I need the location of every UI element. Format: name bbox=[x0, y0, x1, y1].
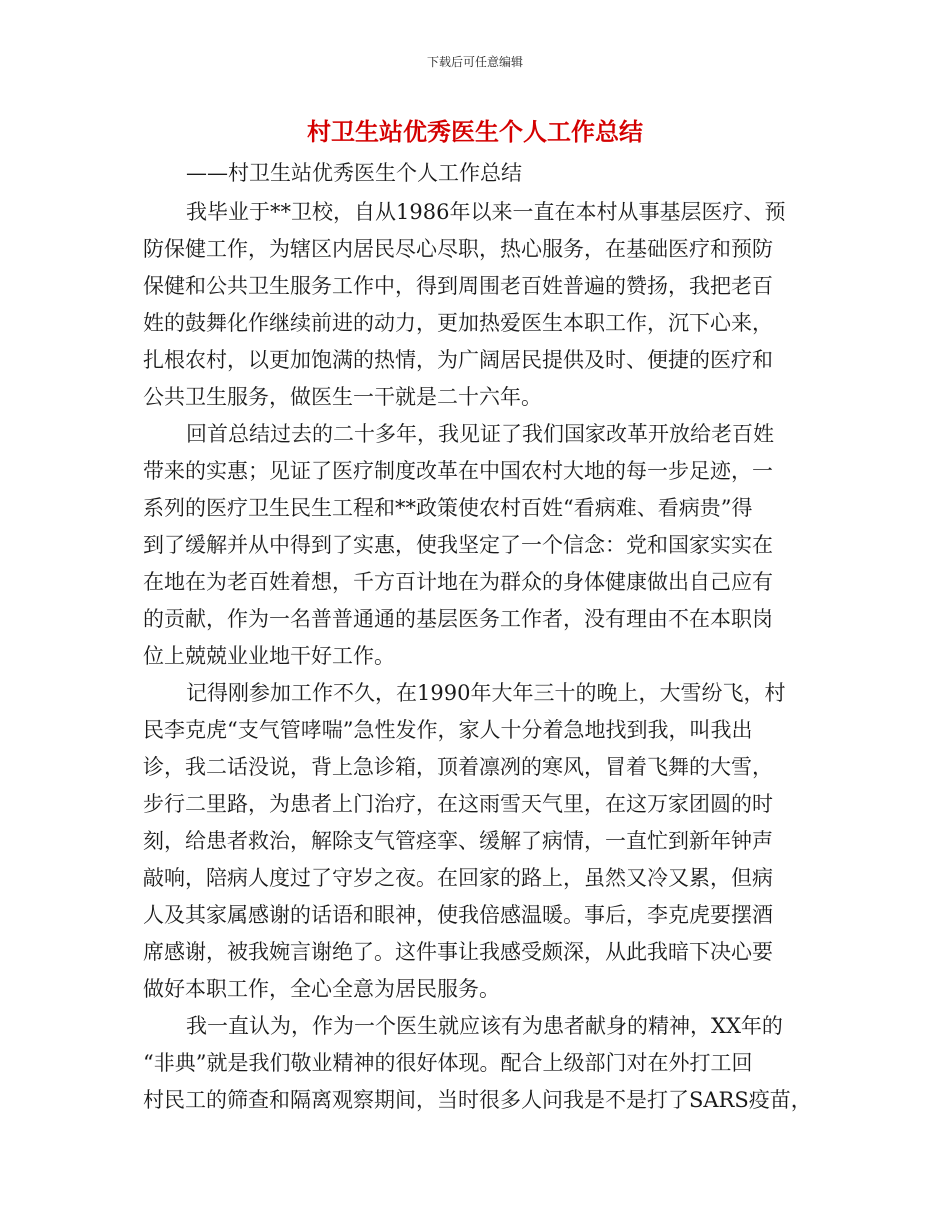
paragraph-line: 到了缓解并从中得到了实惠，使我坚定了一个信念：党和国家实实在 bbox=[143, 533, 773, 557]
paragraph-line: 记得刚参加工作不久，在1990年大年三十的晚上，大雪纷飞，村 bbox=[186, 681, 786, 705]
paragraph-line: 带来的实惠；见证了医疗制度改革在中国农村大地的每一步足迹，一 bbox=[143, 459, 773, 483]
paragraph-line: 姓的鼓舞化作继续前进的动力，更加热爱医生本职工作，沉下心来， bbox=[143, 311, 773, 335]
paragraph-line: 扎根农村，以更加饱满的热情，为广阔居民提供及时、便捷的医疗和 bbox=[143, 348, 773, 372]
paragraph-line: 做好本职工作，全心全意为居民服务。 bbox=[143, 977, 500, 1001]
paragraph-line: 诊，我二话没说，背上急诊箱，顶着凛冽的寒风，冒着飞舞的大雪， bbox=[143, 755, 773, 779]
paragraph-line: “非典”就是我们敬业精神的很好体现。配合上级部门对在外打工回 bbox=[143, 1051, 753, 1075]
paragraph-line: 席感谢，被我婉言谢绝了。这件事让我感受颇深，从此我暗下决心要 bbox=[143, 940, 773, 964]
paragraph-line: 的贡献，作为一名普普通通的基层医务工作者，没有理由不在本职岗 bbox=[143, 607, 773, 631]
paragraph-line: 人及其家属感谢的话语和眼神，使我倍感温暖。事后，李克虎要摆酒 bbox=[143, 903, 773, 927]
paragraph-line: 位上兢兢业业地干好工作。 bbox=[143, 644, 395, 668]
paragraph-line: 村民工的筛查和隔离观察期间，当时很多人问我是不是打了SARS疫苗， bbox=[143, 1088, 812, 1112]
header-note: 下载后可任意编辑 bbox=[426, 55, 523, 69]
paragraph-line: 民李克虎“支气管哮喘”急性发作，家人十分着急地找到我，叫我出 bbox=[143, 718, 753, 742]
paragraph-line: 回首总结过去的二十多年，我见证了我们国家改革开放给老百姓 bbox=[186, 422, 774, 446]
paragraph-line: 我毕业于**卫校，自从1986年以来一直在本村从事基层医疗、预 bbox=[186, 200, 786, 224]
paragraph-line: 在地在为老百姓着想，千方百计地在为群众的身体健康做出自己应有 bbox=[143, 570, 773, 594]
paragraph-line: 公共卫生服务，做医生一干就是二十六年。 bbox=[143, 385, 542, 409]
paragraph-line: 刻，给患者救治，解除支气管痉挛、缓解了病情，一直忙到新年钟声 bbox=[143, 829, 773, 853]
paragraph-line: 系列的医疗卫生民生工程和**政策使农村百姓“看病难、看病贵”得 bbox=[143, 496, 753, 520]
paragraph-line: 保健和公共卫生服务工作中，得到周围老百姓普遍的赞扬，我把老百 bbox=[143, 274, 773, 298]
paragraph-line: 防保健工作，为辖区内居民尽心尽职，热心服务，在基础医疗和预防 bbox=[143, 237, 773, 261]
paragraph-line: 步行二里路，为患者上门治疗，在这雨雪天气里，在这万家团圆的时 bbox=[143, 792, 773, 816]
paragraph-line: 敲响，陪病人度过了守岁之夜。在回家的路上，虽然又冷又累，但病 bbox=[143, 866, 773, 890]
paragraph-line: 我一直认为，作为一个医生就应该有为患者献身的精神，XX年的 bbox=[186, 1014, 783, 1038]
document-title: 村卫生站优秀医生个人工作总结 bbox=[307, 118, 643, 146]
subtitle-line: ——村卫生站优秀医生个人工作总结 bbox=[186, 161, 522, 185]
